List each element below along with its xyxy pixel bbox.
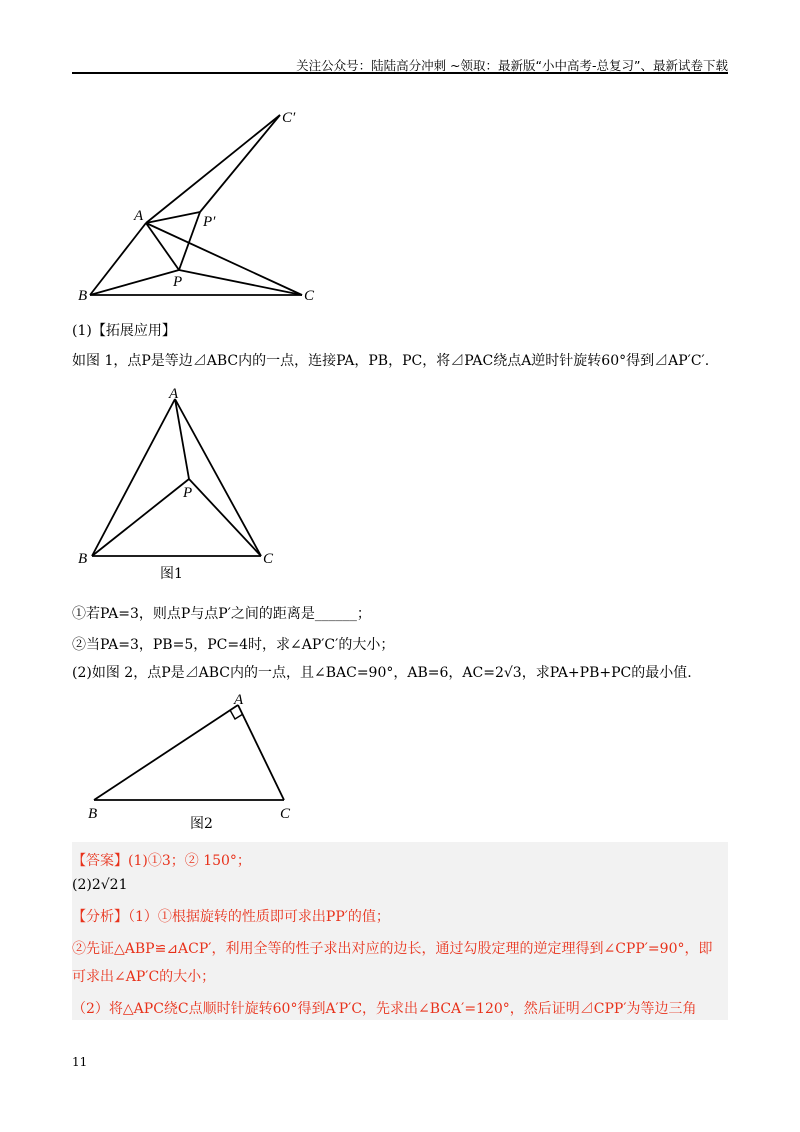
- fig1-label-p: P: [183, 485, 193, 501]
- fig2-label-c: C: [280, 806, 291, 822]
- page-header: 关注公众号：陆陆高分冲刺 ~领取：最新版“小中高考-总复习”、最新试卷下载: [296, 58, 728, 73]
- label-c-prime: C′: [282, 110, 296, 126]
- fig2-label-b: B: [88, 806, 98, 822]
- fig2-label-a: A: [234, 692, 244, 708]
- fig1-label-a: A: [169, 386, 179, 402]
- label-p: P: [173, 274, 183, 290]
- question-3: (2)如图 2，点P是⊿ABC内的一点，且∠BAC=90°，AB=6，AC=2√3，求PA+PB+PC的最小值.: [72, 665, 692, 681]
- question-1: ①若PA=3，则点P与点P′之间的距离是______；: [72, 606, 371, 622]
- fig1-label-c: C: [263, 551, 274, 567]
- page-number: 11: [72, 1055, 88, 1069]
- answer-line-1: 【答案】(1)①3；② 150°；: [72, 853, 251, 869]
- fig1-caption: 图1: [160, 566, 183, 582]
- label-c: C: [304, 288, 315, 304]
- header-rule: [72, 72, 728, 74]
- fig2-caption: 图2: [190, 816, 213, 832]
- section1-title: (1)【拓展应用】: [72, 323, 176, 339]
- figure-1: [72, 382, 292, 582]
- figure-2: [72, 690, 312, 835]
- figure-rotation-diagram: [72, 100, 362, 310]
- analysis-line-4: （2）将△APC绕C点顺时针旋转60°得到A′P′C，先求出∠BCA′=120°，然后证明⊿CPP′为等边三角: [72, 1001, 697, 1017]
- question-2: ②当PA=3，PB=5，PC=4时，求∠AP′C′的大小；: [72, 637, 395, 653]
- analysis-line-3: 可求出∠AP′C的大小；: [72, 969, 216, 985]
- answer-line-2: (2)2√21: [72, 877, 128, 893]
- label-p-prime: P′: [203, 214, 216, 230]
- fig1-label-b: B: [78, 551, 88, 567]
- analysis-line-2: ②先证△ABP≌⊿ACP′，利用全等的性子求出对应的边长，通过勾股定理的逆定理得到∠CPP′=90°，即: [72, 941, 713, 957]
- label-a: A: [134, 208, 144, 224]
- analysis-line-1: 【分析】（1）①根据旋转的性质即可求出PP′的值；: [72, 909, 390, 925]
- intro-paragraph: 如图 1，点P是等边⊿ABC内的一点，连接PA，PB，PC，将⊿PAC绕点A逆时针旋转60°得到⊿AP′C′.: [72, 353, 710, 369]
- label-b: B: [78, 288, 88, 304]
